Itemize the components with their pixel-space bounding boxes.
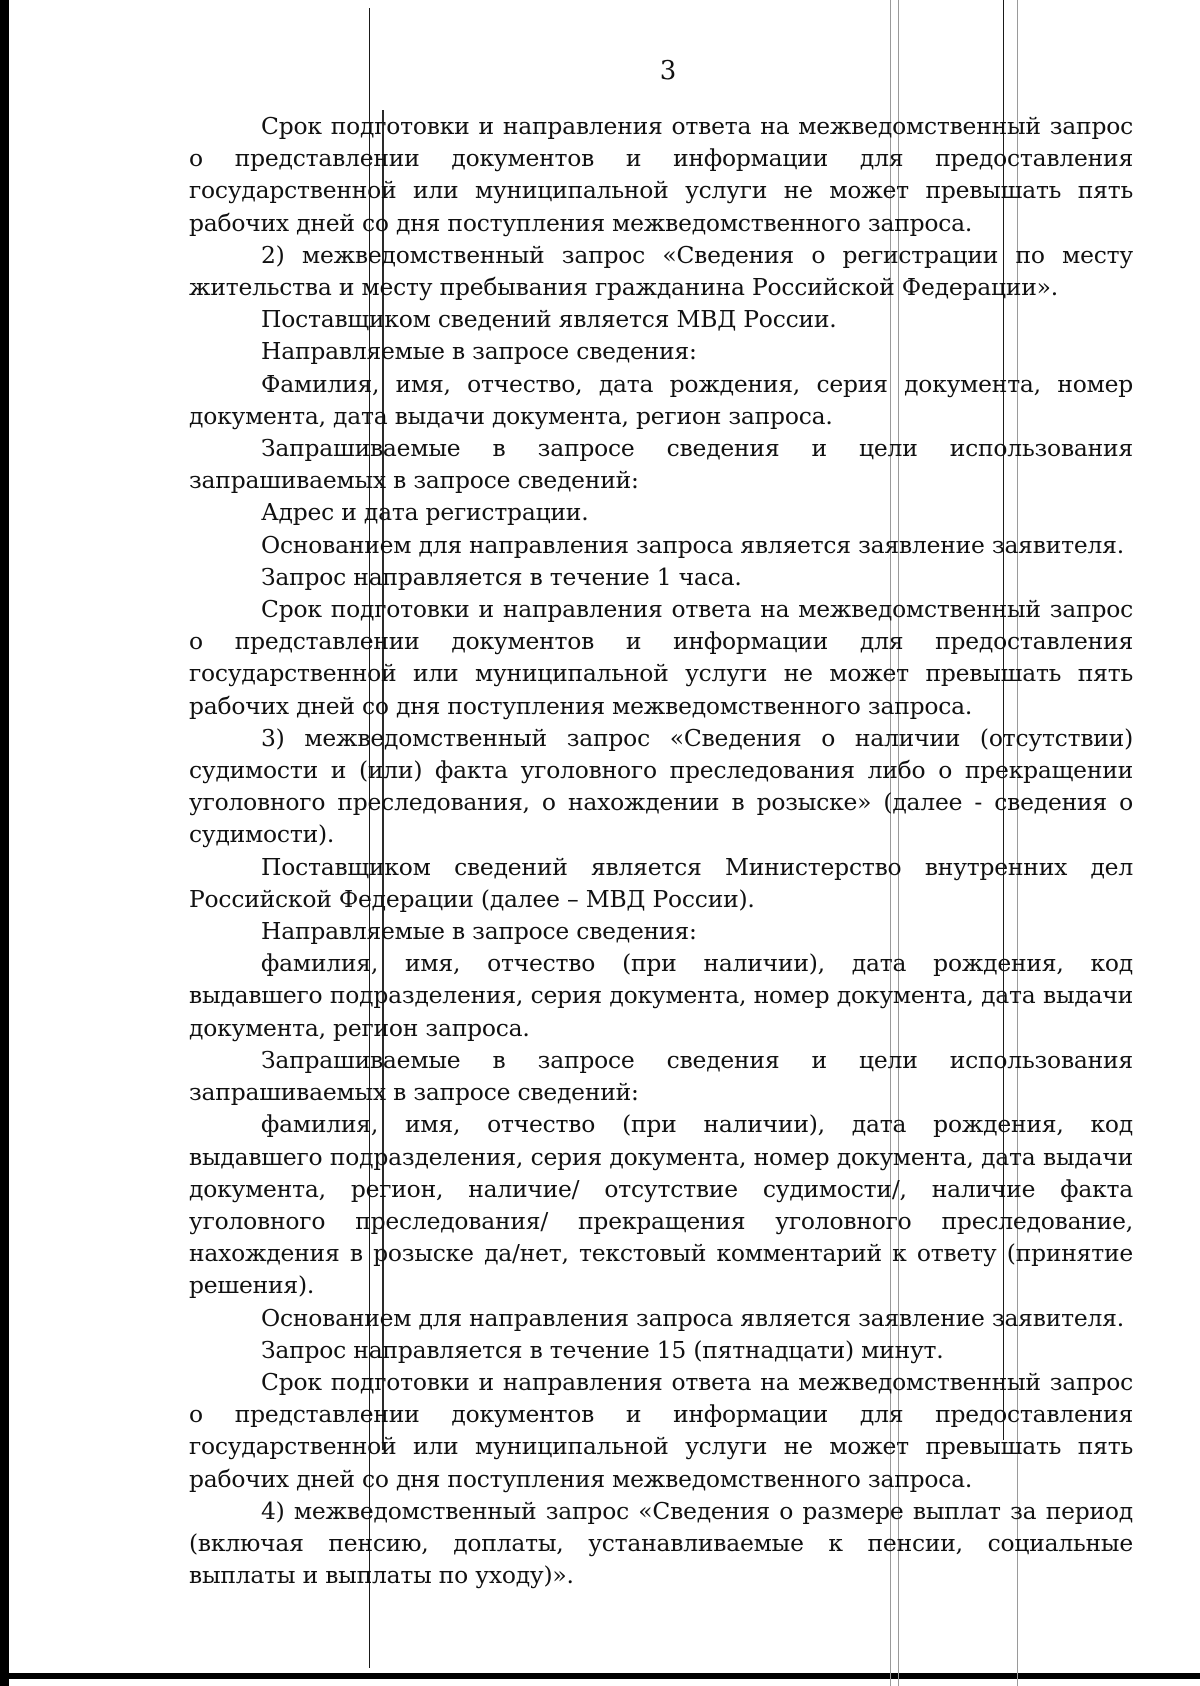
paragraph: Поставщиком сведений является МВД России. [261, 305, 837, 334]
scan-border-bottom [0, 1673, 1200, 1679]
paragraph: Адрес и дата регистрации. [261, 498, 589, 527]
paragraph: 4) межведомственный запрос «Сведения о размере выплат за период (включая пенсию, доплаты, устанавливаемые к пенсии, социальные выплаты и выплаты по уходу)». [189, 1496, 1133, 1590]
page-number: 3 [659, 56, 677, 86]
document-body [189, 110, 1133, 1591]
paragraph: Срок подготовки и направления ответа на межведомственный запрос о представлении документов и информации для предоставления государственной или муниципальной услуги не может превышать пять рабочих дней со дня поступления межведомственного запроса. [189, 595, 1133, 720]
paragraph: Срок подготовки и направления ответа на межведомственный запрос о представлении документов и информации для предоставления государственной или муниципальной услуги не может превышать пять рабочих дней со дня поступления межведомственного запроса. [189, 112, 1133, 237]
paragraph: Запрашиваемые в запросе сведения и цели использования запрашиваемых в запросе сведений: [189, 1045, 1133, 1107]
paragraph: Основанием для направления запроса является заявление заявителя. [261, 530, 1124, 559]
scan-border-left [0, 0, 9, 1686]
paragraph: 2) межведомственный запрос «Сведения о регистрации по месту жительства и месту пребывания гражданина Российской Федерации». [189, 240, 1133, 302]
paragraph: Фамилия, имя, отчество, дата рождения, серия документа, номер документа, дата выдачи документа, регион запроса. [189, 369, 1133, 430]
paragraph: Направляемые в запросе сведения: [261, 337, 697, 366]
paragraph: Поставщиком сведений является Министерство внутренних дел Российской Федерации (далее – МВД России). [189, 852, 1133, 913]
paragraph: Запрос направляется в течение 1 часа. [261, 562, 742, 591]
paragraph: фамилия, имя, отчество (при наличии), дата рождения, код выдавшего подразделения, серия документа, номер документа, дата выдачи документа, регион запроса. [189, 949, 1133, 1042]
paragraph: Основанием для направления запроса является заявление заявителя. [261, 1303, 1124, 1332]
paragraph: 3) межведомственный запрос «Сведения о наличии (отсутствии) судимости и (или) факта уголовного преследования либо о прекращении уголовного преследования, о нахождении в розыске» (далее - сведения о судимости). [189, 723, 1133, 849]
paragraph: Запрос направляется в течение 15 (пятнадцати) минут. [261, 1335, 944, 1364]
paragraph: Направляемые в запросе сведения: [261, 917, 697, 946]
paragraph: Запрашиваемые в запросе сведения и цели использования запрашиваемых в запросе сведений: [189, 434, 1133, 495]
paragraph: фамилия, имя, отчество (при наличии), дата рождения, код выдавшего подразделения, серия документа, номер документа, дата выдачи документа, регион, наличие/ отсутствие судимости/, наличие факта уголовного преследования/ прекращения уголовного преследование, нахождения в розыске да/нет, текстовый комментарий к ответу (принятие решения). [189, 1110, 1133, 1300]
paragraph: Срок подготовки и направления ответа на межведомственный запрос о представлении документов и информации для предоставления государственной или муниципальной услуги не может превышать пять рабочих дней со дня поступления межведомственного запроса. [189, 1367, 1133, 1493]
